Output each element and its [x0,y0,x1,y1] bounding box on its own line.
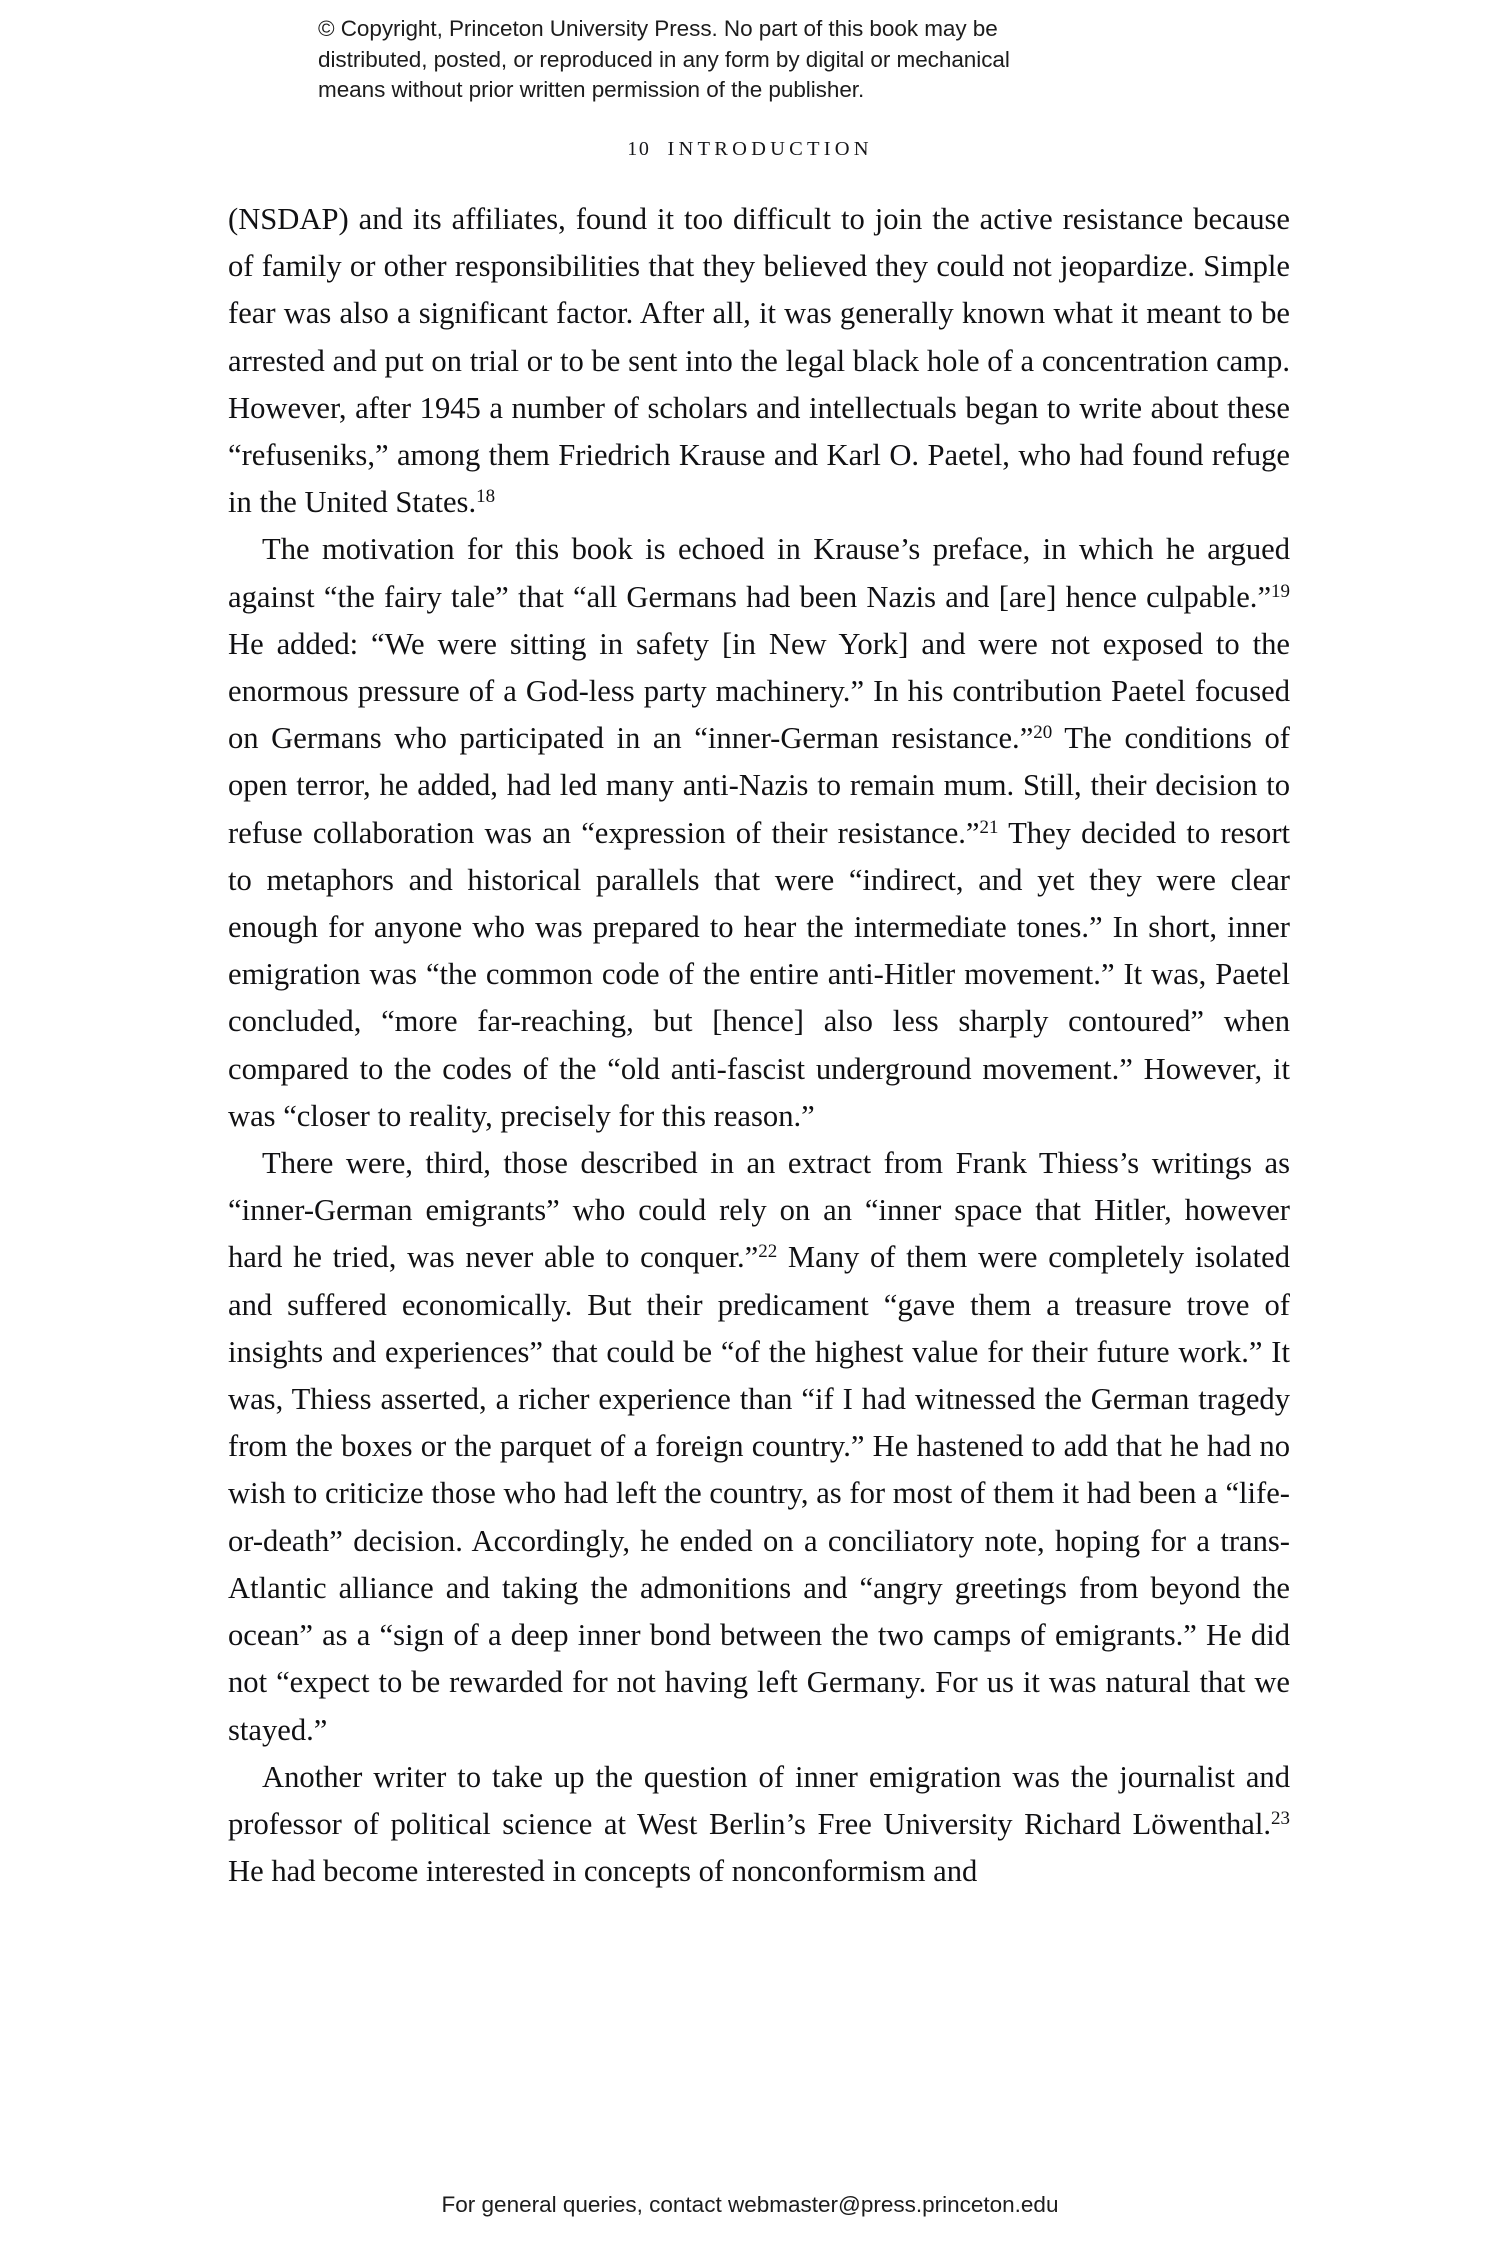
text-run: The conditions of open terror, he added, had led many anti-Nazis to remain mum. Still, their decision to refuse collaboration was an “expression of their resistance.” [228,721,1290,850]
footnote-marker[interactable]: 19 [1271,580,1290,602]
text-run: They decided to resort to metaphors and historical parallels that were “indirect, and yet they were clear enough for anyone who was prepared to hear the intermediate tones.” In short, inner emigration was “the common code of the entire anti-Hitler movement.” It was, Paetel concluded, “more far-reaching, but [hence] also less sharply contoured” when compared to the codes of the “old anti-fascist underground movement.” However, it was “closer to reality, precisely for this reason.” [228,815,1291,1133]
text-run: He had become interested in concepts of nonconformism and [228,1854,978,1889]
text-run: There were, third, those described in an extract from Frank Thiess’s writings as “inner-German emigrants” who could rely on an “inner space that Hitler, however hard he tried, was never able to conquer.” [228,1146,1290,1275]
footnote-marker[interactable]: 21 [979,816,999,838]
text-run: Another writer to take up the question of inner emigration was the journalist and professor of political science at West Berlin’s Free University Richard Löwenthal. [228,1759,1290,1841]
para-4 [228,1754,1290,1896]
text-run: The motivation for this book is echoed in Krause’s preface, in which he argued against “the fairy tale” that “all Germans had been Nazis and [are] hence culpable.” [228,532,1290,614]
para-2 [228,526,1290,1140]
footnote-marker[interactable]: 20 [1033,722,1053,744]
running-head [0,138,1500,161]
text-run: Many of them were completely isolated and suffered economically. But their predicament “gave them a treasure trove of insights and experiences” that could be “of the highest value for their future work.” It was, Thiess asserted, a richer experience than “if I had witnessed the German tragedy from the boxes or the parquet of a foreign country.” He hastened to add that he had no wish to criticize those who had left the country, as for most of them it had been a “life-or-death” decision. Accordingly, he ended on a conciliatory note, hoping for a trans-Atlantic alliance and taking the admonitions and “angry greetings from beyond the ocean” as a “sign of a deep inner bond between the two camps of emigrants.” He did not “expect to be rewarded for not having left Germany. For us it was natural that we stayed.” [228,1240,1290,1747]
para-3 [228,1140,1290,1754]
para-1 [228,196,1290,526]
body-text [228,196,1290,1895]
copyright-line-2: distributed, posted, or reproduced in any form by digital or mechanical [318,46,1010,72]
copyright-notice [318,14,1198,106]
text-run: (NSDAP) and its affiliates, found it too difficult to join the active resistance because of family or other responsibilities that they believed they could not jeopardize. Simple fear was also a significant factor. After all, it was generally known what it meant to be arrested and put on trial or to be sent into the legal black hole of a concentration camp. However, after 1945 a number of scholars and intellectuals began to write about these “refuseniks,” among them Friedrich Krause and Karl O. Paetel, who had found refuge in the United States. [228,202,1290,520]
page-footer: For general queries, contact webmaster@press.princeton.edu [441,2192,1059,2217]
footnote-marker[interactable]: 22 [758,1241,778,1263]
chapter-title: INTRODUCTION [667,138,873,160]
text-run: He added: “We were sitting in safety [in New York] and were not exposed to the enormous pressure of a God-less party machinery.” In his contribution Paetel focused on Germans who participated in an “inner-German resistance.” [228,626,1290,756]
page-number: 10 [627,138,651,160]
footnote-marker[interactable]: 18 [476,486,496,508]
copyright-line-3: means without prior written permission of the publisher. [318,77,865,102]
copyright-line-1: © Copyright, Princeton University Press. No part of this book may be [318,16,998,41]
footnote-marker[interactable]: 23 [1271,1808,1290,1830]
